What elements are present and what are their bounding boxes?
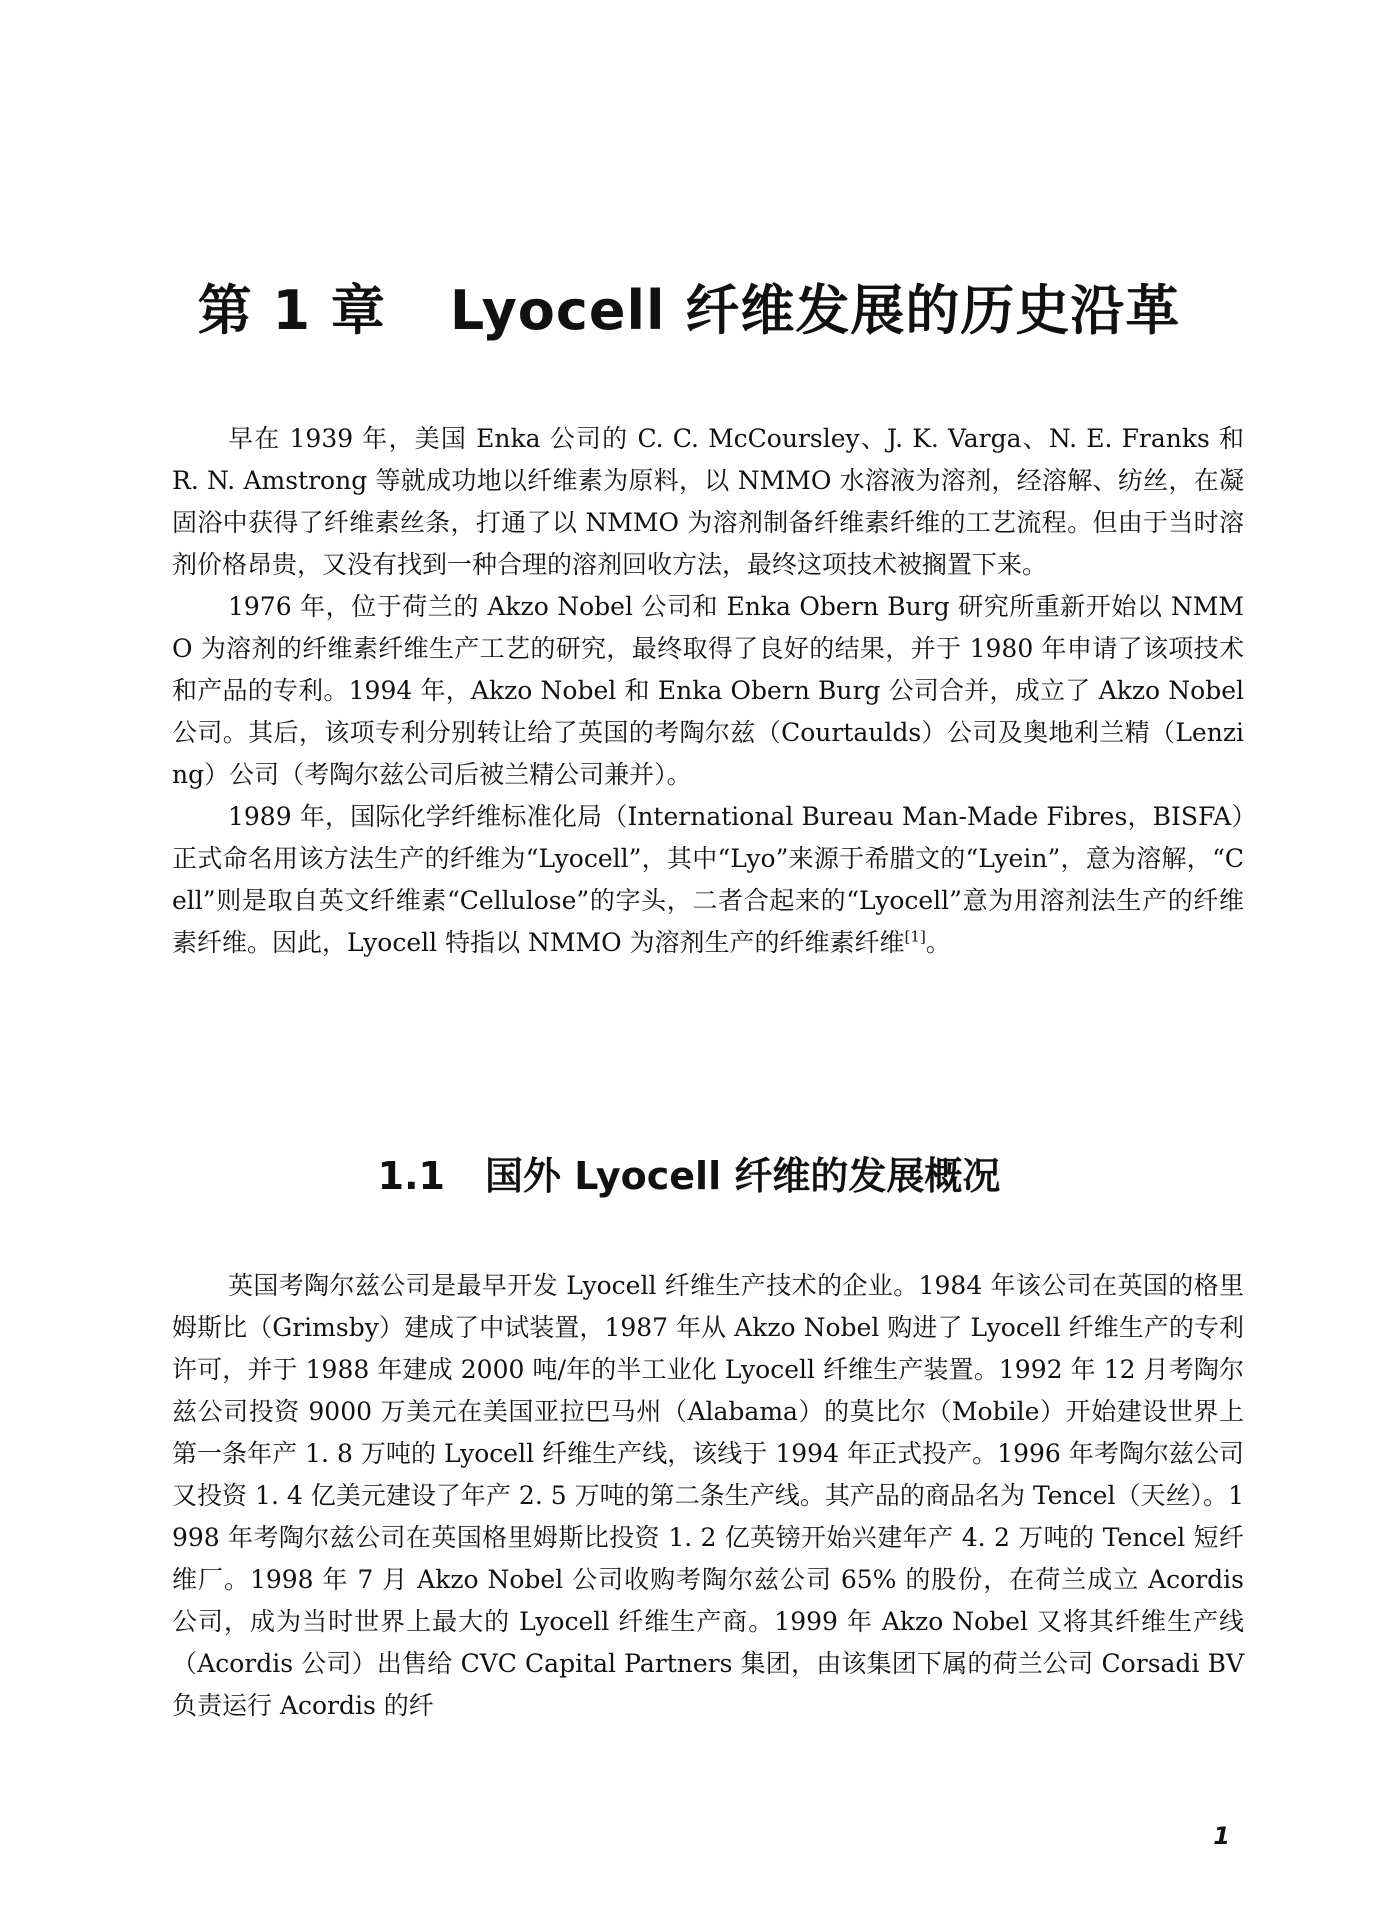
section-heading <box>0 1145 1378 1200</box>
paragraph-end: 。 <box>925 928 951 957</box>
paragraph-text: 1989 年，国际化学纤维标准化局（International Bureau Man-Made Fibres，BISFA）正式命名用该方法生产的纤维为“Lyocell”，其中“Lyo”来源于希腊文的“Lyein”，意为溶解，“Cell”则是取自英文纤维素“Cellulose”的字头，二者合起来的“Lyocell”意为用溶剂法生产的纤维素纤维。因此，Lyocell 特指以 NMMO 为溶剂生产的纤维素纤维 <box>172 802 1244 957</box>
intro-text-block <box>172 418 1244 964</box>
paragraph: 早在 1939 年，美国 Enka 公司的 C. C. McCoursley、J. K. Varga、N. E. Franks 和 R. N. Amstrong 等就成功地以纤维素为原料，以 NMMO 水溶液为溶剂，经溶解、纺丝，在凝固浴中获得了纤维素丝条，打通了以 NMMO 为溶剂制备纤维素纤维的工艺流程。但由于当时溶剂价格昂贵，又没有找到一种合理的溶剂回收方法，最终这项技术被搁置下来。 <box>172 424 1244 579</box>
section-text-block <box>172 1265 1244 1727</box>
chapter-title-text: Lyocell 纤维发展的历史沿革 <box>449 279 1181 342</box>
page-number: 1 <box>1213 1822 1230 1850</box>
paragraph: 1976 年，位于荷兰的 Akzo Nobel 公司和 Enka Obern Burg 研究所重新开始以 NMMO 为溶剂的纤维素纤维生产工艺的研究，最终取得了良好的结果，并于 1980 年申请了该项技术和产品的专利。1994 年，Akzo Nobel 和 Enka Obern Burg 公司合并，成立了 Akzo Nobel 公司。其后，该项专利分别转让给了英国的考陶尔兹（Courtaulds）公司及奥地利兰精（Lenzing）公司（考陶尔兹公司后被兰精公司兼并）。 <box>172 592 1244 789</box>
chapter-number: 第 1 章 <box>197 279 386 342</box>
citation-reference: [1] <box>904 927 926 946</box>
section-title-text: 国外 Lyocell 纤维的发展概况 <box>485 1154 1001 1198</box>
paragraph-with-citation <box>172 796 1244 964</box>
chapter-title <box>0 268 1378 345</box>
section-number: 1.1 <box>377 1154 445 1198</box>
paragraph: 英国考陶尔兹公司是最早开发 Lyocell 纤维生产技术的企业。1984 年该公司在英国的格里姆斯比（Grimsby）建成了中试装置，1987 年从 Akzo Nobel 购进了 Lyocell 纤维生产的专利许可，并于 1988 年建成 2000 吨/年的半工业化 Lyocell 纤维生产装置。1992 年 12 月考陶尔兹公司投资 9000 万美元在美国亚拉巴马州（Alabama）的莫比尔（Mobile）开始建设世界上第一条年产 1. 8 万吨的 Lyocell 纤维生产线，该线于 1994 年正式投产。1996 年考陶尔兹公司又投资 1. 4 亿美元建设了年产 2. 5 万吨的第二条生产线。其产品的商品名为 Tencel（天丝）。1998 年考陶尔兹公司在英国格里姆斯比投资 1. 2 亿英镑开始兴建年产 4. 2 万吨的 Tencel 短纤维厂。1998 年 7 月 Akzo Nobel 公司收购考陶尔兹公司 65% 的股份，在荷兰成立 Acordis 公司，成为当时世界上最大的 Lyocell 纤维生产商。1999 年 Akzo Nobel 又将其纤维生产线（Acordis 公司）出售给 CVC Capital Partners 集团，由该集团下属的荷兰公司 Corsadi BV 负责运行 Acordis 的纤 <box>172 1271 1244 1720</box>
